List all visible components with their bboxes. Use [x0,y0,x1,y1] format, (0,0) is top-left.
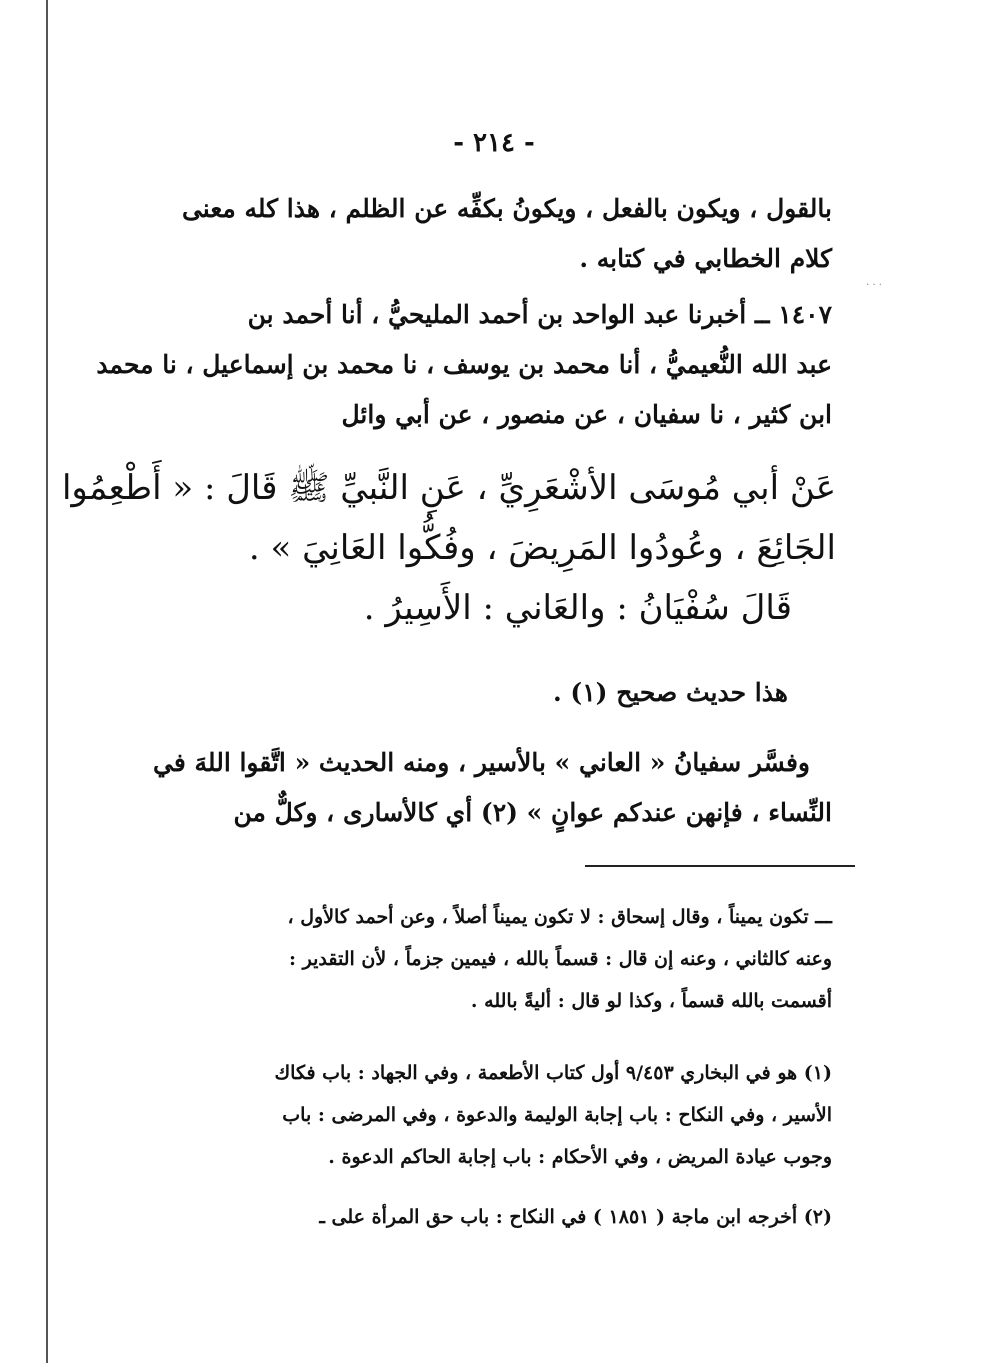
footnote-separator [585,865,855,867]
page-number: - ٢١٤ - [453,128,535,158]
paragraph-explanation [153,738,832,838]
footnote-line: الأسير ، وفي النكاح : باب إجابة الوليمة والدعوة ، وفي المرضى : باب [282,1104,832,1126]
text-line: كلام الخطابي في كتابه . [579,244,832,273]
hadith-text [61,458,836,638]
footnote-line: ـــ تكون يميناً ، وقال إسحاق : لا تكون يميناً أصلاً ، وعن أحمد كالأول ، [287,906,832,928]
text-line: ١٤٠٧ ــ أخبرنا عبد الواحد بن أحمد المليحيُّ ، أنا أحمد بن [247,300,832,329]
footnote-line: (٢) أخرجه ابن ماجة ( ١٨٥١ ) في النكاح : باب حق المرأة على ـ [319,1206,832,1228]
footnote-line: أقسمت بالله قسماً ، وكذا لو قال : أليةً بالله . [470,990,832,1012]
scan-margin-line [46,0,48,1363]
text-line: هذا حديث صحيح (١) . [552,678,788,707]
hadith-line: الجَائِعَ ، وعُودُوا المَرِيضَ ، وفُكُّوا العَانِيَ » . [248,528,836,568]
text-line: بالقول ، ويكون بالفعل ، ويكونُ بكفِّه عن الظلم ، هذا كله معنى [181,194,832,223]
text-line: ابن كثير ، نا سفيان ، عن منصور ، عن أبي وائل [341,400,832,429]
paragraph-commentary [181,184,832,284]
footnote-1 [196,1052,832,1178]
footnote-2 [196,1196,832,1238]
sahih-note [196,668,832,718]
text-line: عبد الله النُّعيميُّ ، أنا محمد بن يوسف ، نا محمد بن إسماعيل ، نا محمد [96,350,832,379]
footnote-line: وجوب عيادة المريض ، وفي الأحكام : باب إجابة الحاكم الدعوة . [328,1146,832,1168]
hadith-line: عَنْ أبي مُوسَى الأشْعَرِيِّ ، عَنِ النَّبيِّ ﷺ قَالَ : « أَطْعِمُوا [61,468,836,508]
text-line: وفسَّر سفيانُ « العاني » بالأسير ، ومنه الحديث « اتَّقوا اللهَ في [153,748,810,777]
paragraph-isnad [96,290,832,440]
footnote-line: (١) هو في البخاري ٩/٤٥٣ أول كتاب الأطعمة ، وفي الجهاد : باب فكاك [274,1062,832,1084]
footnote-line: وعنه كالثاني ، وعنه إن قال : قسماً بالله ، فيمين جزماً ، لأن التقدير : [289,948,832,970]
scan-speck: · · · [866,280,882,291]
text-line: النِّساء ، فإنهن عندكم عوانٍ » (٢) أي كالأسارى ، وكلٌّ من [233,798,832,827]
footnote-continuation [196,896,832,1022]
hadith-line: قَالَ سُفْيَانُ : والعَاني : الأَسِيرُ . [363,588,792,628]
